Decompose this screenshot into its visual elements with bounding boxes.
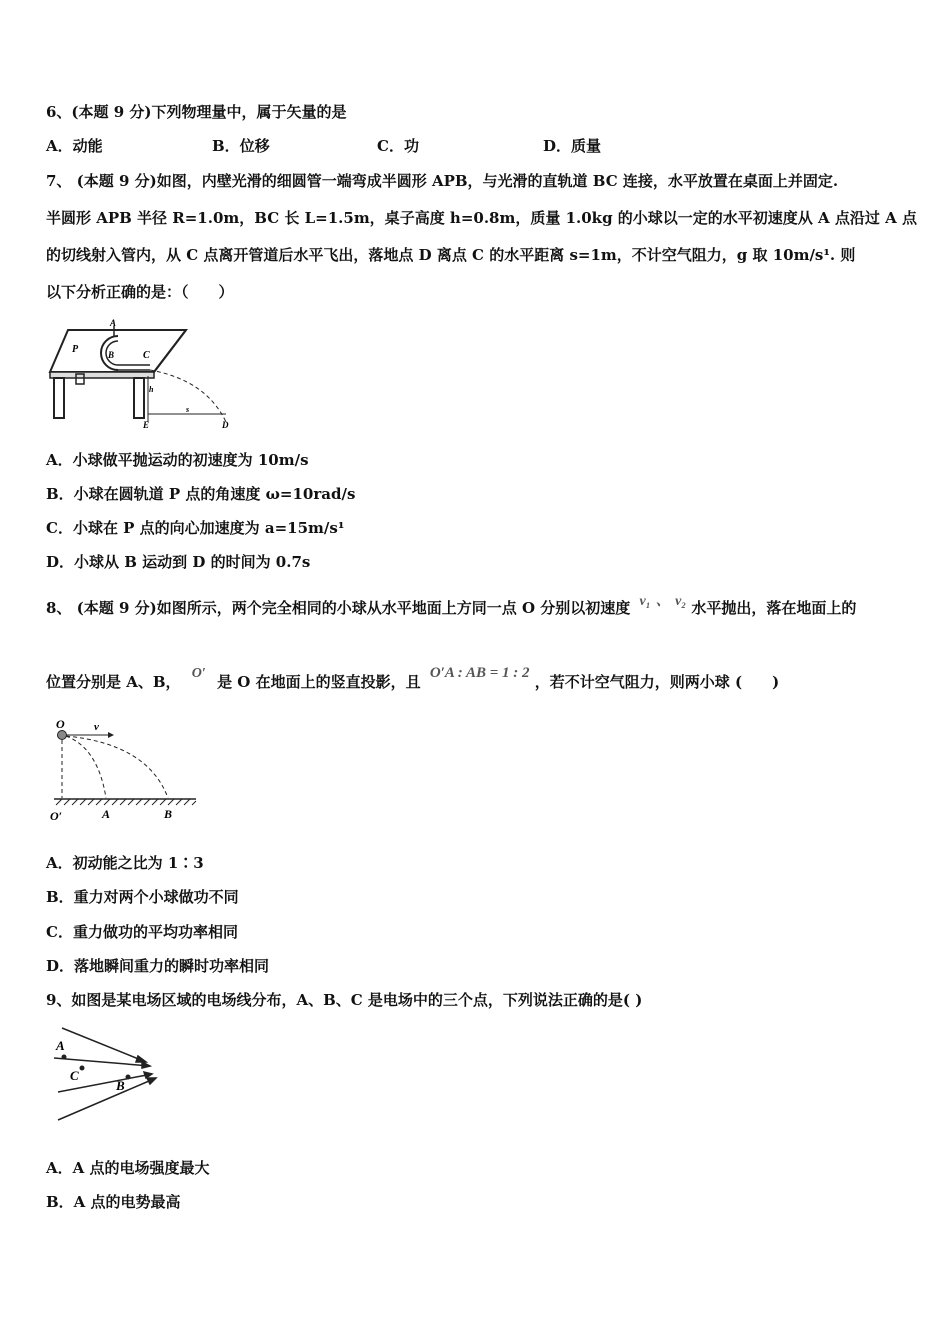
q7-stem-line-3: 的切线射入管内，从 C 点离开管道后水平飞出，落地点 D 离点 C 的水平距离 s=1m，不计空气阻力，g 取 10m/s¹. 则 (46, 246, 856, 264)
q7-fig-label-a: A (110, 318, 117, 328)
q8-stem-part-3: 位置分别是 A、B， (46, 673, 181, 691)
q8-separator: 、 (655, 594, 670, 609)
q8-stem-line-2 (46, 665, 780, 694)
q6-option-a: A．动能 (46, 137, 103, 155)
q9-field-lines-figure (46, 1022, 166, 1132)
q8-option-b: B．重力对两个小球做功不同 (46, 888, 239, 906)
q9-stem: 9、如图是某电场区域的电场线分布，A、B、C 是电场中的三个点，下列说法正确的是( ) (46, 991, 643, 1009)
q7-fig-label-s: s (186, 405, 190, 414)
q8-stem-part-1: 8、 (本题 9 分)如图所示，两个完全相同的小球从水平地面上方同一点 O 分别以初速度 (46, 599, 631, 617)
q8-fig-label-o: O (56, 717, 65, 731)
q8-v1: v₁ (639, 594, 651, 609)
q7-fig-label-c: C (143, 350, 150, 361)
q8-projectile-figure (46, 714, 206, 826)
q6-option-b: B．位移 (212, 137, 270, 155)
q7-option-c: C．小球在 P 点的向心加速度为 a=15m/s¹ (46, 519, 345, 537)
q8-option-c: C．重力做功的平均功率相同 (46, 923, 238, 941)
q7-stem-line-4: 以下分析正确的是：（ ） (46, 283, 234, 301)
q7-fig-label-h: h (149, 385, 154, 394)
q6-stem: 6、(本题 9 分)下列物理量中，属于矢量的是 (46, 103, 347, 121)
q8-stem-line-1 (46, 594, 857, 620)
q7-stem-line-1: 7、 (本题 9 分)如图，内壁光滑的细圆管一端弯成半圆形 APB，与光滑的直轨道 BC 连接，水平放置在桌面上并固定. (46, 172, 839, 190)
q8-v2: v₂ (675, 594, 687, 609)
q7-fig-label-d: D (222, 420, 229, 430)
q9-fig-label-c: C (70, 1068, 79, 1083)
q7-fig-label-e: E (143, 420, 150, 430)
q8-stem-part-5: ，若不计空气阻力，则两小球 ( ) (534, 673, 780, 691)
q7-fig-label-b: B (108, 350, 115, 360)
q6-option-c: C．功 (377, 137, 419, 155)
q7-option-d: D．小球从 B 运动到 D 的时间为 0.7s (46, 553, 311, 571)
q9-fig-label-b: B (116, 1078, 125, 1093)
q8-stem-part-2: 水平抛出，落在地面上的 (691, 599, 857, 617)
q8-fig-label-oprime: O′ (50, 809, 63, 823)
q9-fig-label-a: A (56, 1038, 65, 1053)
q7-option-b: B．小球在圆轨道 P 点的角速度 ω=10rad/s (46, 485, 356, 503)
q8-fig-label-b: B (164, 807, 173, 821)
q8-stem-part-4: 是 O 在地面上的竖直投影，且 (217, 673, 421, 691)
q8-ratio: O′A : AB = 1 : 2 (429, 665, 530, 681)
q7-option-a: A．小球做平抛运动的初速度为 10m/s (46, 451, 309, 469)
q7-fig-label-p: P (72, 344, 79, 355)
q9-option-b: B．A 点的电势最高 (46, 1193, 181, 1211)
q8-option-a: A．初动能之比为 1∶3 (46, 854, 204, 872)
q7-table-figure (46, 318, 246, 430)
q9-option-a: A．A 点的电场强度最大 (46, 1159, 210, 1177)
q6-option-d: D．质量 (543, 137, 602, 155)
q8-option-d: D．落地瞬间重力的瞬时功率相同 (46, 957, 270, 975)
q8-fig-label-a: A (102, 807, 111, 821)
q8-oprime: O′ (191, 666, 206, 681)
q7-stem-line-2: 半圆形 APB 半径 R=1.0m，BC 长 L=1.5m，桌子高度 h=0.8m，质量 1.0kg 的小球以一定的水平初速度从 A 点沿过 A 点 (46, 209, 917, 227)
q8-fig-label-v: v (94, 721, 99, 733)
